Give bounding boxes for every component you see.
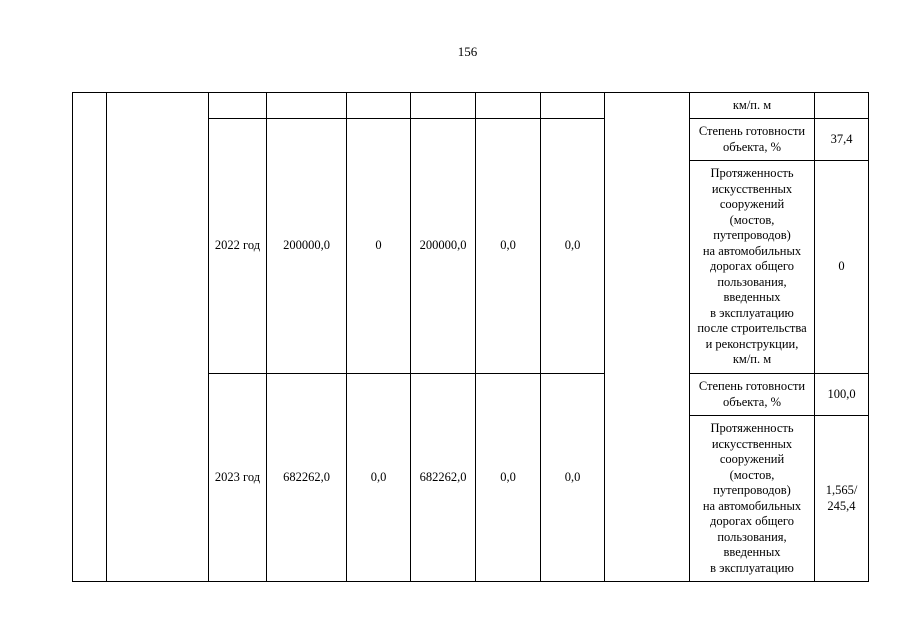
column-divider <box>106 92 107 582</box>
page-number: 156 <box>457 44 478 59</box>
value-cell: 682262,0 <box>419 469 467 484</box>
value-cell: 0,0 <box>500 469 516 484</box>
indicator-value-cell: 100,0 <box>827 386 856 401</box>
total-cell: 200000,0 <box>283 238 330 253</box>
indicator-name-cell: Протяженность искусственных сооружений (мостов, путепроводов) на автомобильных дорогах общего пользования, введенных в эксплуатацию после строительства и реконструкции, км/п. м <box>697 166 807 367</box>
value-cell: 200000,0 <box>419 238 467 253</box>
value-cell: 0,0 <box>564 238 581 253</box>
indicator-unit-cell: км/п. м <box>732 97 772 112</box>
table-border-left <box>72 92 73 582</box>
year-cell: 2023 год <box>214 469 261 484</box>
value-cell: 0 <box>375 238 382 253</box>
table-border-right <box>868 92 869 582</box>
indicator-value-cell: 1,565/ 245,4 <box>825 483 858 513</box>
indicator-name-cell: Степень готовности объекта, % <box>698 379 806 409</box>
value-cell: 0,0 <box>564 469 581 484</box>
value-cell: 0,0 <box>370 469 387 484</box>
total-cell: 682262,0 <box>283 469 330 484</box>
indicator-value-cell: 37,4 <box>830 131 853 146</box>
year-cell: 2022 год <box>214 238 261 253</box>
table-border-bottom <box>72 581 869 582</box>
indicator-name-cell: Степень готовности объекта, % <box>698 124 806 154</box>
indicator-name-cell: Протяженность искусственных сооружений (мостов, путепроводов) на автомобильных дорогах общего пользования, введенных в эксплуатацию <box>702 421 802 575</box>
value-cell: 0,0 <box>500 238 516 253</box>
indicator-value-cell: 0 <box>838 259 845 274</box>
column-divider <box>604 92 605 582</box>
